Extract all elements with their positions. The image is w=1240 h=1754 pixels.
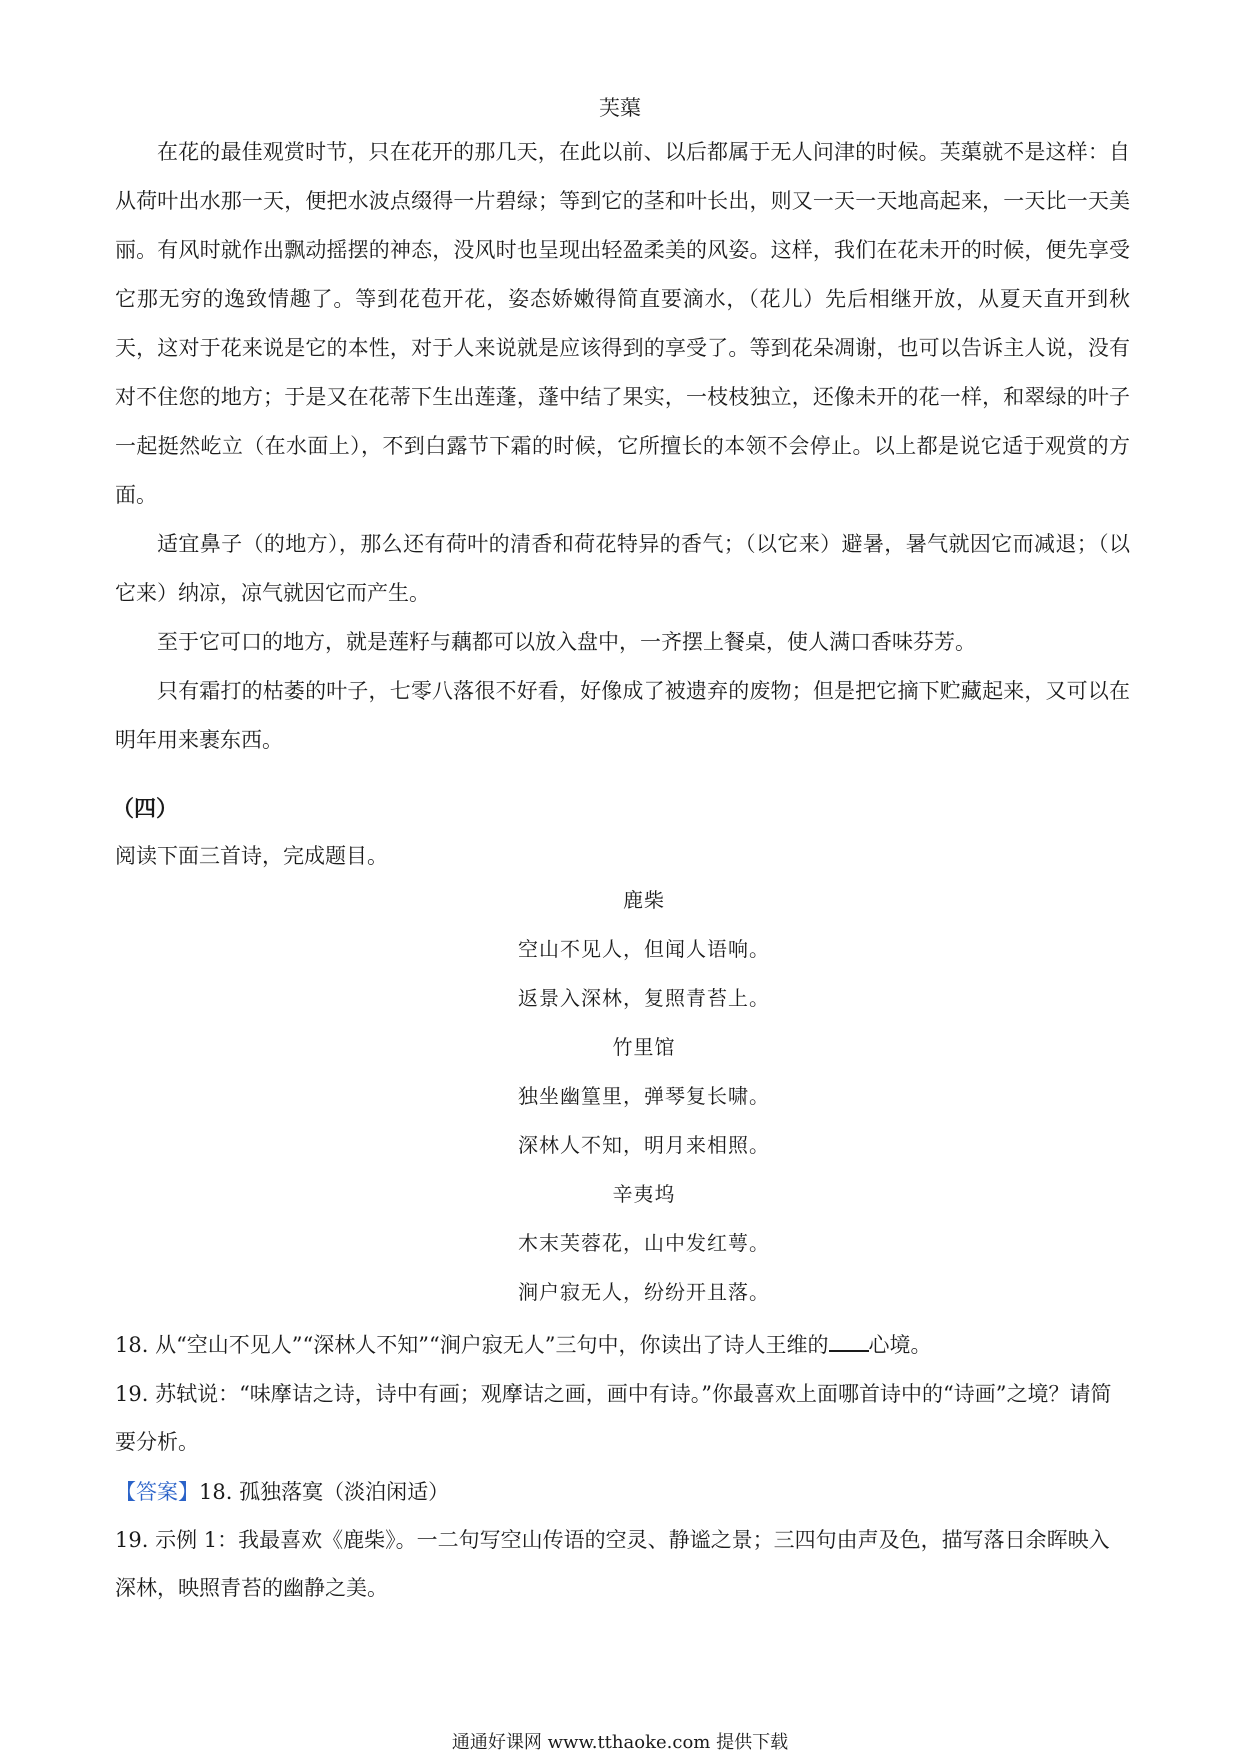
passage-paragraph-1: 在花的最佳观赏时节，只在花开的那几天，在此以前、以后都属于无人问津的时候。芙蕖就不是这样：自从荷叶出水那一天，便把水波点缀得一片碧绿；等到它的茎和叶长出，则又一天一天地高起来，一天比一天美丽。有风时就作出飘动摇摆的神态，没风时也呈现出轻盈柔美的风姿。这样，我们在花未开的时候，便先享受它那无穷的逸致情趣了。等到花苞开花，姿态娇嫩得简直要滴水，（花儿）先后相继开放，从夏天直开到秋天，这对于花来说是它的本性，对于人来说就是应该得到的享受了。等到花朵凋谢，也可以告诉主人说，没有对不住您的地方；于是又在花蒂下生出莲蓬，蓬中结了果实，一枝枝独立，还像未开的花一样，和翠绿的叶子一起挺然屹立（在水面上），不到白露节下霜的时候，它所擅长的本领不会停止。以上都是说它适于观赏的方面。 bbox=[115, 140, 1130, 507]
poem-1-title: 鹿柴 bbox=[623, 888, 665, 912]
answer-blank bbox=[829, 1332, 869, 1352]
section-instruction: 阅读下面三首诗，完成题目。 bbox=[115, 844, 388, 868]
poem-2-line-2: 深林人不知，明月来相照。 bbox=[518, 1133, 770, 1157]
answer-18-text: 18. 孤独落寞（淡泊闲适） bbox=[199, 1480, 450, 1504]
passage-paragraph-4: 只有霜打的枯萎的叶子，七零八落很不好看，好像成了被遗弃的废物；但是把它摘下贮藏起来，又可以在明年用来裹东西。 bbox=[115, 679, 1130, 752]
poem-1-line-2: 返景入深林，复照青苔上。 bbox=[518, 986, 770, 1010]
passage-body bbox=[115, 128, 1130, 765]
poem-2-title: 竹里馆 bbox=[612, 1035, 676, 1059]
question-18 bbox=[115, 1321, 1130, 1369]
answer-tag: 【答案】 bbox=[115, 1480, 199, 1504]
question-18-suffix: 心境。 bbox=[868, 1333, 932, 1357]
poem-3-line-2: 涧户寂无人，纷纷开且落。 bbox=[518, 1280, 770, 1304]
question-19: 19. 苏轼说：“味摩诘之诗，诗中有画；观摩诘之画，画中有诗。”你最喜欢上面哪首诗中的“诗画”之境？请简要分析。 bbox=[115, 1382, 1112, 1454]
passage-paragraph-3: 至于它可口的地方，就是莲籽与藕都可以放入盘中，一齐摆上餐桌，使人满口香味芬芳。 bbox=[157, 630, 976, 654]
passage-title: 芙蕖 bbox=[599, 96, 641, 120]
question-18-text: 18. 从“空山不见人”“深林人不知”“涧户寂无人”三句中，你读出了诗人王维的 bbox=[115, 1333, 829, 1357]
poem-3-line-1: 木末芙蓉花，山中发红萼。 bbox=[518, 1231, 770, 1255]
poem-2-line-1: 独坐幽篁里，弹琴复长啸。 bbox=[518, 1084, 770, 1108]
poem-3-title: 辛夷坞 bbox=[612, 1182, 676, 1206]
section-heading: （四） bbox=[112, 796, 179, 822]
answer-18 bbox=[115, 1468, 1130, 1516]
footer-credit: 通通好课网 www.tthaoke.com 提供下载 bbox=[451, 1732, 789, 1753]
poem-1-line-1: 空山不见人，但闻人语响。 bbox=[518, 937, 770, 961]
passage-paragraph-2: 适宜鼻子（的地方），那么还有荷叶的清香和荷花特异的香气；（以它来）避暑，暑气就因它而减退；（以它来）纳凉，凉气就因它而产生。 bbox=[115, 532, 1130, 605]
answer-19: 19. 示例 1：我最喜欢《鹿柴》。一二句写空山传语的空灵、静谧之景；三四句由声及色，描写落日余晖映入深林，映照青苔的幽静之美。 bbox=[115, 1528, 1110, 1600]
